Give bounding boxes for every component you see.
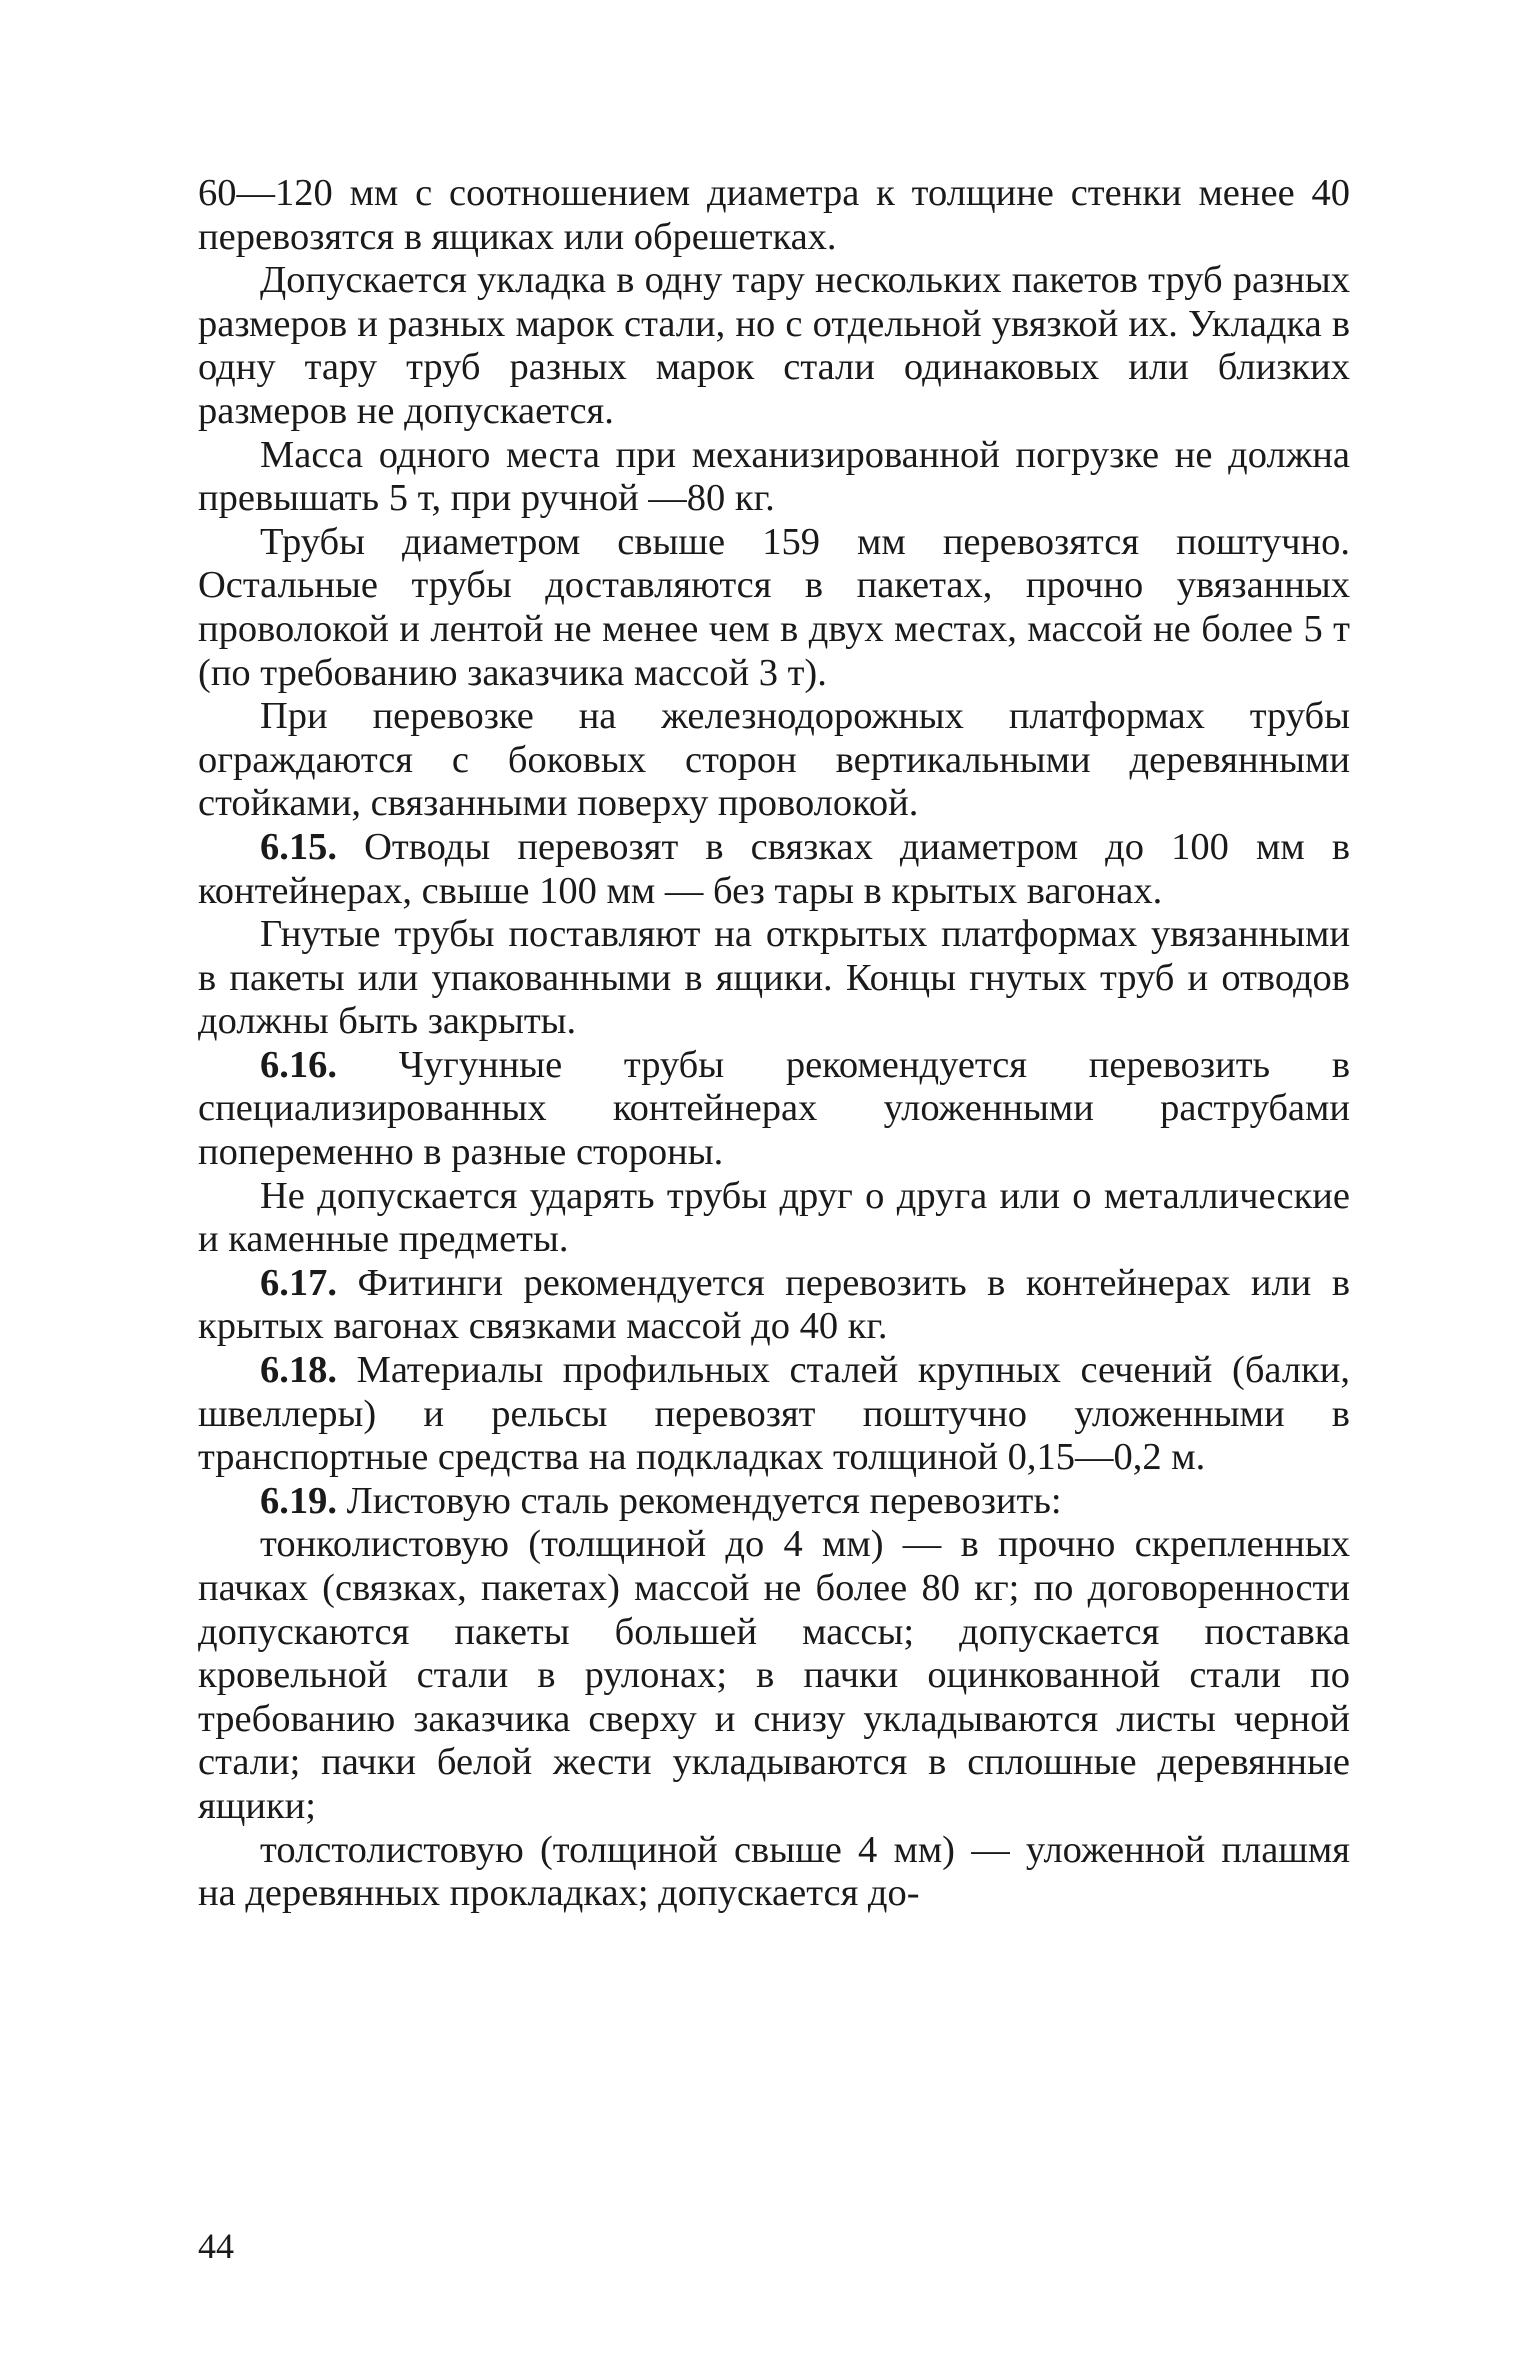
page-number: 44 [198, 2226, 234, 2266]
paragraph-text: Гнутые трубы поставляют на открытых платформах увязанными в пакеты или упакованными в ящики. Концы гнутых труб и отводов должны быть закрыты. [198, 913, 1350, 1043]
paragraph [198, 1523, 1350, 1828]
paragraph-text: толстолистовую (толщиной свыше 4 мм) — уложенной плашмя на деревянных прокладках; допускается до- [198, 1828, 1350, 1915]
paragraph-text: Не допускается ударять трубы друг о друга или о металлические и каменные предметы. [198, 1174, 1350, 1261]
paragraph [198, 1175, 1350, 1262]
paragraph-text: При перевозке на железнодорожных платформах трубы ограждаются с боковых сторон вертикальными деревянными стойками, связанными поверху проволокой. [198, 695, 1350, 825]
paragraph-text: Фитинги рекомендуется перевозить в контейнерах или в крытых вагонах связками массой до 40 кг. [198, 1261, 1350, 1348]
paragraph [198, 1349, 1350, 1480]
paragraph-text: Отводы перевозят в связках диаметром до 100 мм в контейнерах, свыше 100 мм — без тары в крытых вагонах. [198, 825, 1350, 912]
page-body [198, 172, 1350, 1916]
paragraph [198, 1829, 1350, 1916]
paragraph [198, 826, 1350, 913]
paragraph [198, 1480, 1350, 1524]
paragraph-text: 60—120 мм с соотношением диаметра к толщине стенки менее 40 перевозятся в ящиках или обрешетках. [198, 172, 1350, 258]
paragraph [198, 521, 1350, 695]
paragraph-text: Трубы диаметром свыше 159 мм перевозятся поштучно. Остальные трубы доставляются в пакетах, прочно увязанных проволокой и лентой не менее чем в двух местах, массой не более 5 т (по требованию заказчика массой 3 т). [198, 520, 1350, 694]
paragraph-text: Листовую сталь рекомендуется перевозить: [337, 1479, 1062, 1522]
section-number: 6.18. [260, 1349, 337, 1392]
paragraph [198, 259, 1350, 433]
paragraph [198, 172, 1350, 259]
paragraph-text: Масса одного места при механизированной погрузке не должна превышать 5 т, при ручной —80 кг. [198, 433, 1350, 520]
paragraph-text: тонколистовую (толщиной до 4 мм) — в прочно скрепленных пачках (связках, пакетах) массой не более 80 кг; по договоренности допускаются пакеты большей массы; допускается поставка кровельной стали в рулонах; в пачки оцинкованной стали по требованию заказчика сверху и снизу укладываются листы черной стали; пачки белой жести укладываются в сплошные деревянные ящики; [198, 1523, 1350, 1827]
paragraph-text: Допускается укладка в одну тару нескольких пакетов труб разных размеров и разных марок стали, но с отдельной увязкой их. Укладка в одну тару труб разных марок стали одинаковых или близких размеров не допускается. [198, 259, 1350, 432]
section-number: 6.17. [260, 1261, 337, 1304]
paragraph [198, 1044, 1350, 1175]
paragraph-text: Чугунные трубы рекомендуется перевозить в специализированных контейнерах уложенными раструбами попеременно в разные стороны. [198, 1043, 1350, 1174]
section-number: 6.16. [260, 1043, 337, 1086]
paragraph [198, 695, 1350, 826]
section-number: 6.19. [260, 1479, 337, 1522]
paragraph [198, 434, 1350, 521]
paragraph [198, 913, 1350, 1044]
paragraph-text: Материалы профильных сталей крупных сечений (балки, швеллеры) и рельсы перевозят поштучно уложенными в транспортные средства на подкладках толщиной 0,15—0,2 м. [198, 1349, 1350, 1479]
paragraph [198, 1262, 1350, 1349]
section-number: 6.15. [260, 825, 337, 868]
